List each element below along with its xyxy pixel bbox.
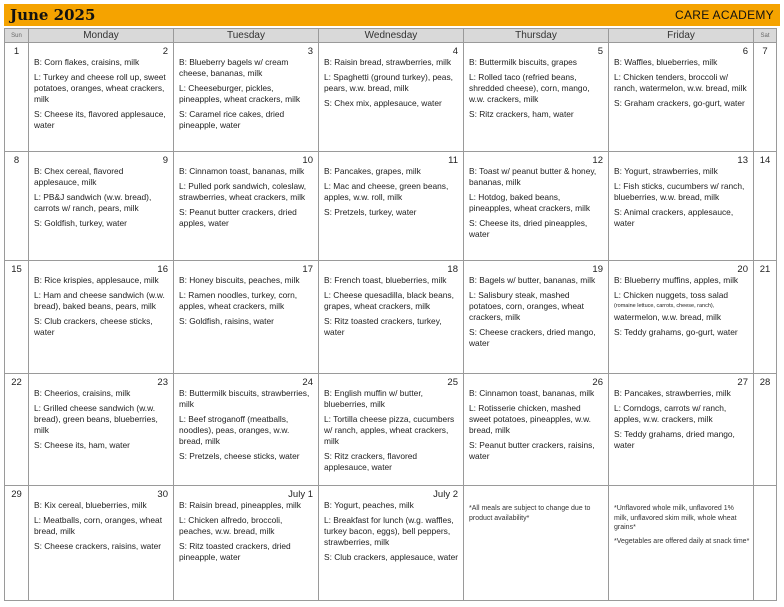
meal-item: L: Tortilla cheese pizza, cucumbers w/ ranch, apples, wheat crackers, milk — [324, 413, 455, 447]
date-number: 9 — [162, 155, 168, 166]
meal-item: S: Peanut butter crackers, raisins, water — [469, 439, 595, 462]
meal-item: B: Yogurt, peaches, milk — [324, 500, 414, 510]
day-cell — [464, 152, 609, 261]
date-number: 25 — [447, 377, 458, 388]
meal-item: S: Graham crackers, go-gurt, water — [614, 97, 745, 108]
date-number: 17 — [302, 264, 313, 275]
vegetable-note: *Vegetables are offered daily at snack time* — [614, 537, 750, 545]
day-cell — [29, 152, 174, 261]
date-number: 21 — [759, 264, 771, 275]
sunday-cell — [5, 374, 29, 486]
meal-item: B: Cheerios, craisins, milk — [34, 388, 131, 398]
day-cell — [174, 261, 319, 374]
meal-item: B: Honey biscuits, peaches, milk — [179, 275, 300, 285]
meal-item: L: Corndogs, carrots w/ ranch, apples, w.w. crackers, milk — [614, 402, 727, 424]
day-of-week-header: Thursday — [464, 29, 609, 43]
meal-item: L: Beef stroganoff (meatballs, noodles), peas, oranges, w.w. bread, milk — [179, 413, 290, 447]
date-number: 22 — [11, 377, 22, 388]
date-number: 4 — [452, 46, 458, 57]
meal-item: B: Chex cereal, flavored applesauce, milk — [34, 166, 124, 188]
saturday-cell — [754, 486, 777, 601]
meal-list — [319, 261, 463, 344]
day-cell — [609, 43, 754, 152]
day-cell — [174, 486, 319, 601]
meal-item: S: Ritz crackers, ham, water — [469, 108, 574, 119]
day-cell — [29, 374, 174, 486]
meal-list — [29, 43, 173, 137]
meal-item: B: Cinnamon toast, bananas, milk — [469, 388, 595, 398]
meal-item: L: Breakfast for lunch (w.g. waffles, turkey bacon, eggs), bell peppers, strawberries, milk — [324, 514, 454, 548]
meal-list — [609, 152, 753, 235]
meal-list — [319, 43, 463, 114]
date-number: 28 — [759, 377, 771, 388]
meal-item: B: Yogurt, strawberries, milk — [614, 166, 718, 176]
date-number: 27 — [737, 377, 748, 388]
meal-item: S: Pretzels, turkey, water — [324, 206, 417, 217]
meal-list — [29, 486, 173, 557]
meal-item: B: Bagels w/ butter, bananas, milk — [469, 275, 596, 285]
meal-list — [174, 43, 318, 137]
date-number: 26 — [592, 377, 603, 388]
sunday-cell — [5, 152, 29, 261]
day-of-week-header: Sun — [5, 29, 29, 43]
meal-item: watermelon, w.w. bread, milk — [614, 312, 722, 323]
meal-item: S: Cheese its, dried pineapples, water — [469, 217, 588, 240]
day-of-week-header: Monday — [29, 29, 174, 43]
meal-list — [174, 261, 318, 332]
day-cell — [464, 261, 609, 374]
meal-item: S: Chex mix, applesauce, water — [324, 97, 442, 108]
saturday-cell — [754, 152, 777, 261]
meal-item: B: French toast, blueberries, milk — [324, 275, 447, 285]
day-cell — [174, 43, 319, 152]
meal-item: L: Turkey and cheese roll up, sweet potatoes, oranges, wheat crackers, milk — [34, 71, 166, 105]
date-number: July 2 — [433, 489, 458, 500]
meal-item: L: Chicken nuggets, toss salad — [614, 289, 729, 300]
meal-list — [174, 152, 318, 235]
meal-item: L: Spaghetti (ground turkey), peas, pears, w.w. bread, milk — [324, 71, 453, 93]
meal-item: S: Club crackers, applesauce, water — [324, 551, 459, 562]
day-cell — [319, 152, 464, 261]
date-number: 2 — [162, 46, 168, 57]
date-number: 6 — [742, 46, 748, 57]
meal-item: S: Club crackers, cheese sticks, water — [34, 315, 153, 337]
saturday-cell — [754, 374, 777, 486]
day-cell — [609, 374, 754, 486]
day-cell — [609, 486, 754, 601]
date-number: 16 — [157, 264, 168, 275]
meal-list — [464, 43, 608, 126]
date-number: 23 — [157, 377, 168, 388]
day-cell — [29, 486, 174, 601]
meal-item: S: Cheese its, ham, water — [34, 439, 130, 450]
day-cell — [464, 486, 609, 601]
meal-item: S: Peanut butter crackers, dried apples, water — [179, 206, 297, 228]
date-number: 20 — [737, 264, 748, 275]
saturday-cell — [754, 261, 777, 374]
availability-note: *All meals are subject to change due to product availability* — [469, 505, 591, 522]
meal-list — [609, 261, 753, 344]
day-cell — [609, 261, 754, 374]
meal-item: L: Grilled cheese sandwich (w.w. bread), green beans, blueberries, milk — [34, 402, 158, 436]
meal-item: L: Chicken alfredo, broccoli, peaches, w.w. bread, milk — [179, 514, 283, 536]
meal-item: B: English muffin w/ butter, blueberries, milk — [324, 388, 423, 410]
meal-item: S: Cheese crackers, raisins, water — [34, 540, 162, 551]
meal-list — [609, 374, 753, 457]
day-cell — [29, 261, 174, 374]
sunday-cell — [5, 261, 29, 374]
meal-list — [464, 152, 608, 246]
meal-item: L: Salisbury steak, mashed potatoes, corn, oranges, wheat crackers, milk — [469, 289, 584, 323]
meal-list — [319, 374, 463, 479]
meal-item: L: Pulled pork sandwich, coleslaw, strawberries, wheat crackers, milk — [179, 180, 307, 202]
date-number: 24 — [302, 377, 313, 388]
meal-item: S: Goldfish, raisins, water — [179, 315, 274, 326]
day-cell — [464, 374, 609, 486]
meal-item: B: Rice krispies, applesauce, milk — [34, 275, 159, 285]
date-number: 3 — [307, 46, 313, 57]
meal-item: B: Pancakes, grapes, milk — [324, 166, 421, 176]
meal-item: B: Toast w/ peanut butter & honey, bananas, milk — [469, 166, 597, 188]
date-number: 13 — [737, 155, 748, 166]
meal-item: L: Cheeseburger, pickles, pineapples, wheat crackers, milk — [179, 82, 301, 105]
meal-item: S: Pretzels, cheese sticks, water — [179, 451, 300, 462]
meal-item: B: Cinnamon toast, bananas, milk — [179, 166, 305, 176]
meal-list — [174, 374, 318, 468]
meal-list — [464, 374, 608, 468]
day-of-week-header: Wednesday — [319, 29, 464, 43]
day-cell — [319, 486, 464, 601]
date-number: 14 — [759, 155, 771, 166]
meal-item: S: Ritz toasted crackers, turkey, water — [324, 315, 442, 337]
meal-item: S: Animal crackers, applesauce, water — [614, 206, 734, 228]
meal-item: S: Cheese its, flavored applesauce, water — [34, 108, 166, 131]
meal-item: L: PB&J sandwich (w.w. bread), carrots w/ ranch, pears, milk — [34, 191, 152, 214]
date-number: 18 — [447, 264, 458, 275]
date-number: 11 — [448, 155, 458, 166]
meal-list — [464, 261, 608, 355]
menu-calendar-grid — [4, 28, 777, 601]
meal-item: L: Cheese quesadilla, black beans, grapes, wheat crackers, milk — [324, 289, 454, 311]
day-cell — [174, 374, 319, 486]
date-number: 15 — [11, 264, 22, 275]
meal-list — [29, 152, 173, 235]
day-of-week-header: Tuesday — [174, 29, 319, 43]
date-number: 1 — [13, 46, 20, 57]
meal-item: L: Rotisserie chicken, mashed sweet potatoes, pineapples, w.w. bread, milk — [469, 402, 591, 436]
saturday-cell — [754, 43, 777, 152]
month-title: June 2025 — [10, 6, 96, 24]
meal-item: L: Chicken tenders, broccoli w/ ranch, watermelon, w.w. bread, milk — [614, 71, 747, 93]
day-cell — [319, 374, 464, 486]
date-number: 30 — [157, 489, 168, 500]
meal-item: B: Raisin bread, strawberries, milk — [324, 57, 452, 67]
meal-item: B: Pancakes, strawberries, milk — [614, 388, 731, 398]
meal-item: S: Ritz crackers, flavored applesauce, water — [324, 451, 418, 473]
meal-item: S: Caramel rice cakes, dried pineapple, water — [179, 108, 285, 131]
meal-item: L: Meatballs, corn, oranges, wheat bread, milk — [34, 514, 163, 536]
meal-item: L: Fish sticks, cucumbers w/ ranch, blueberries, w.w. bread, milk — [614, 180, 745, 202]
milk-note: *Unflavored whole milk, unflavored 1% milk, unflavored skim milk, whole wheat grains* — [614, 505, 737, 531]
meal-list — [29, 261, 173, 344]
meal-item: L: Rolled taco (refried beans, shredded cheese), corn, mango, w.w. crackers, milk — [469, 71, 590, 105]
date-number: 12 — [592, 155, 603, 166]
meal-item: B: Kix cereal, blueberries, milk — [34, 500, 147, 510]
meal-item: S: Goldfish, turkey, water — [34, 217, 127, 228]
meal-item: L: Hotdog, baked beans, pineapples, wheat crackers, milk — [469, 191, 591, 214]
day-cell — [319, 261, 464, 374]
meal-item: B: Buttermilk biscuits, grapes — [469, 57, 577, 67]
sunday-cell — [5, 43, 29, 152]
meal-item: L: Ramen noodles, turkey, corn, apples, wheat crackers, milk — [179, 289, 298, 311]
date-number: 10 — [302, 155, 313, 166]
meal-item: L: Ham and cheese sandwich (w.w. bread), baked beans, pears, milk — [34, 289, 165, 311]
day-cell — [319, 43, 464, 152]
day-cell — [464, 43, 609, 152]
day-of-week-header: Friday — [609, 29, 754, 43]
meal-item: B: Buttermilk biscuits, strawberries, milk — [179, 388, 310, 410]
meal-list — [609, 43, 753, 114]
day-cell — [29, 43, 174, 152]
meal-item: B: Waffles, blueberries, milk — [614, 57, 718, 67]
meal-item: (romaine lettuce, carrots, cheese, ranch), — [614, 302, 715, 309]
day-cell — [609, 152, 754, 261]
meal-item: B: Blueberry bagels w/ cream cheese, bananas, milk — [179, 57, 289, 79]
calendar-header — [4, 4, 780, 26]
organization-name: CARE ACADEMY — [675, 8, 774, 22]
meal-list — [29, 374, 173, 457]
meal-item: B: Corn flakes, craisins, milk — [34, 57, 140, 67]
meal-item: B: Raisin bread, pineapples, milk — [179, 500, 301, 510]
meal-item: B: Blueberry muffins, apples, milk — [614, 275, 739, 285]
meal-item: S: Teddy grahams, go-gurt, water — [614, 326, 738, 337]
meal-item: S: Ritz toasted crackers, dried pineapple, water — [179, 540, 291, 562]
date-number: July 1 — [288, 489, 313, 500]
date-number: 5 — [597, 46, 603, 57]
date-number: 19 — [592, 264, 603, 275]
day-of-week-header: Sat — [754, 29, 777, 43]
meal-list — [319, 152, 463, 223]
sunday-cell — [5, 486, 29, 601]
meal-item: L: Mac and cheese, green beans, apples, w.w. roll, milk — [324, 180, 449, 202]
day-cell — [174, 152, 319, 261]
date-number: 7 — [762, 46, 768, 57]
date-number: 29 — [11, 489, 22, 500]
meal-item: S: Cheese crackers, dried mango, water — [469, 326, 596, 349]
meal-item: S: Teddy grahams, dried mango, water — [614, 428, 735, 450]
date-number: 8 — [13, 155, 20, 166]
